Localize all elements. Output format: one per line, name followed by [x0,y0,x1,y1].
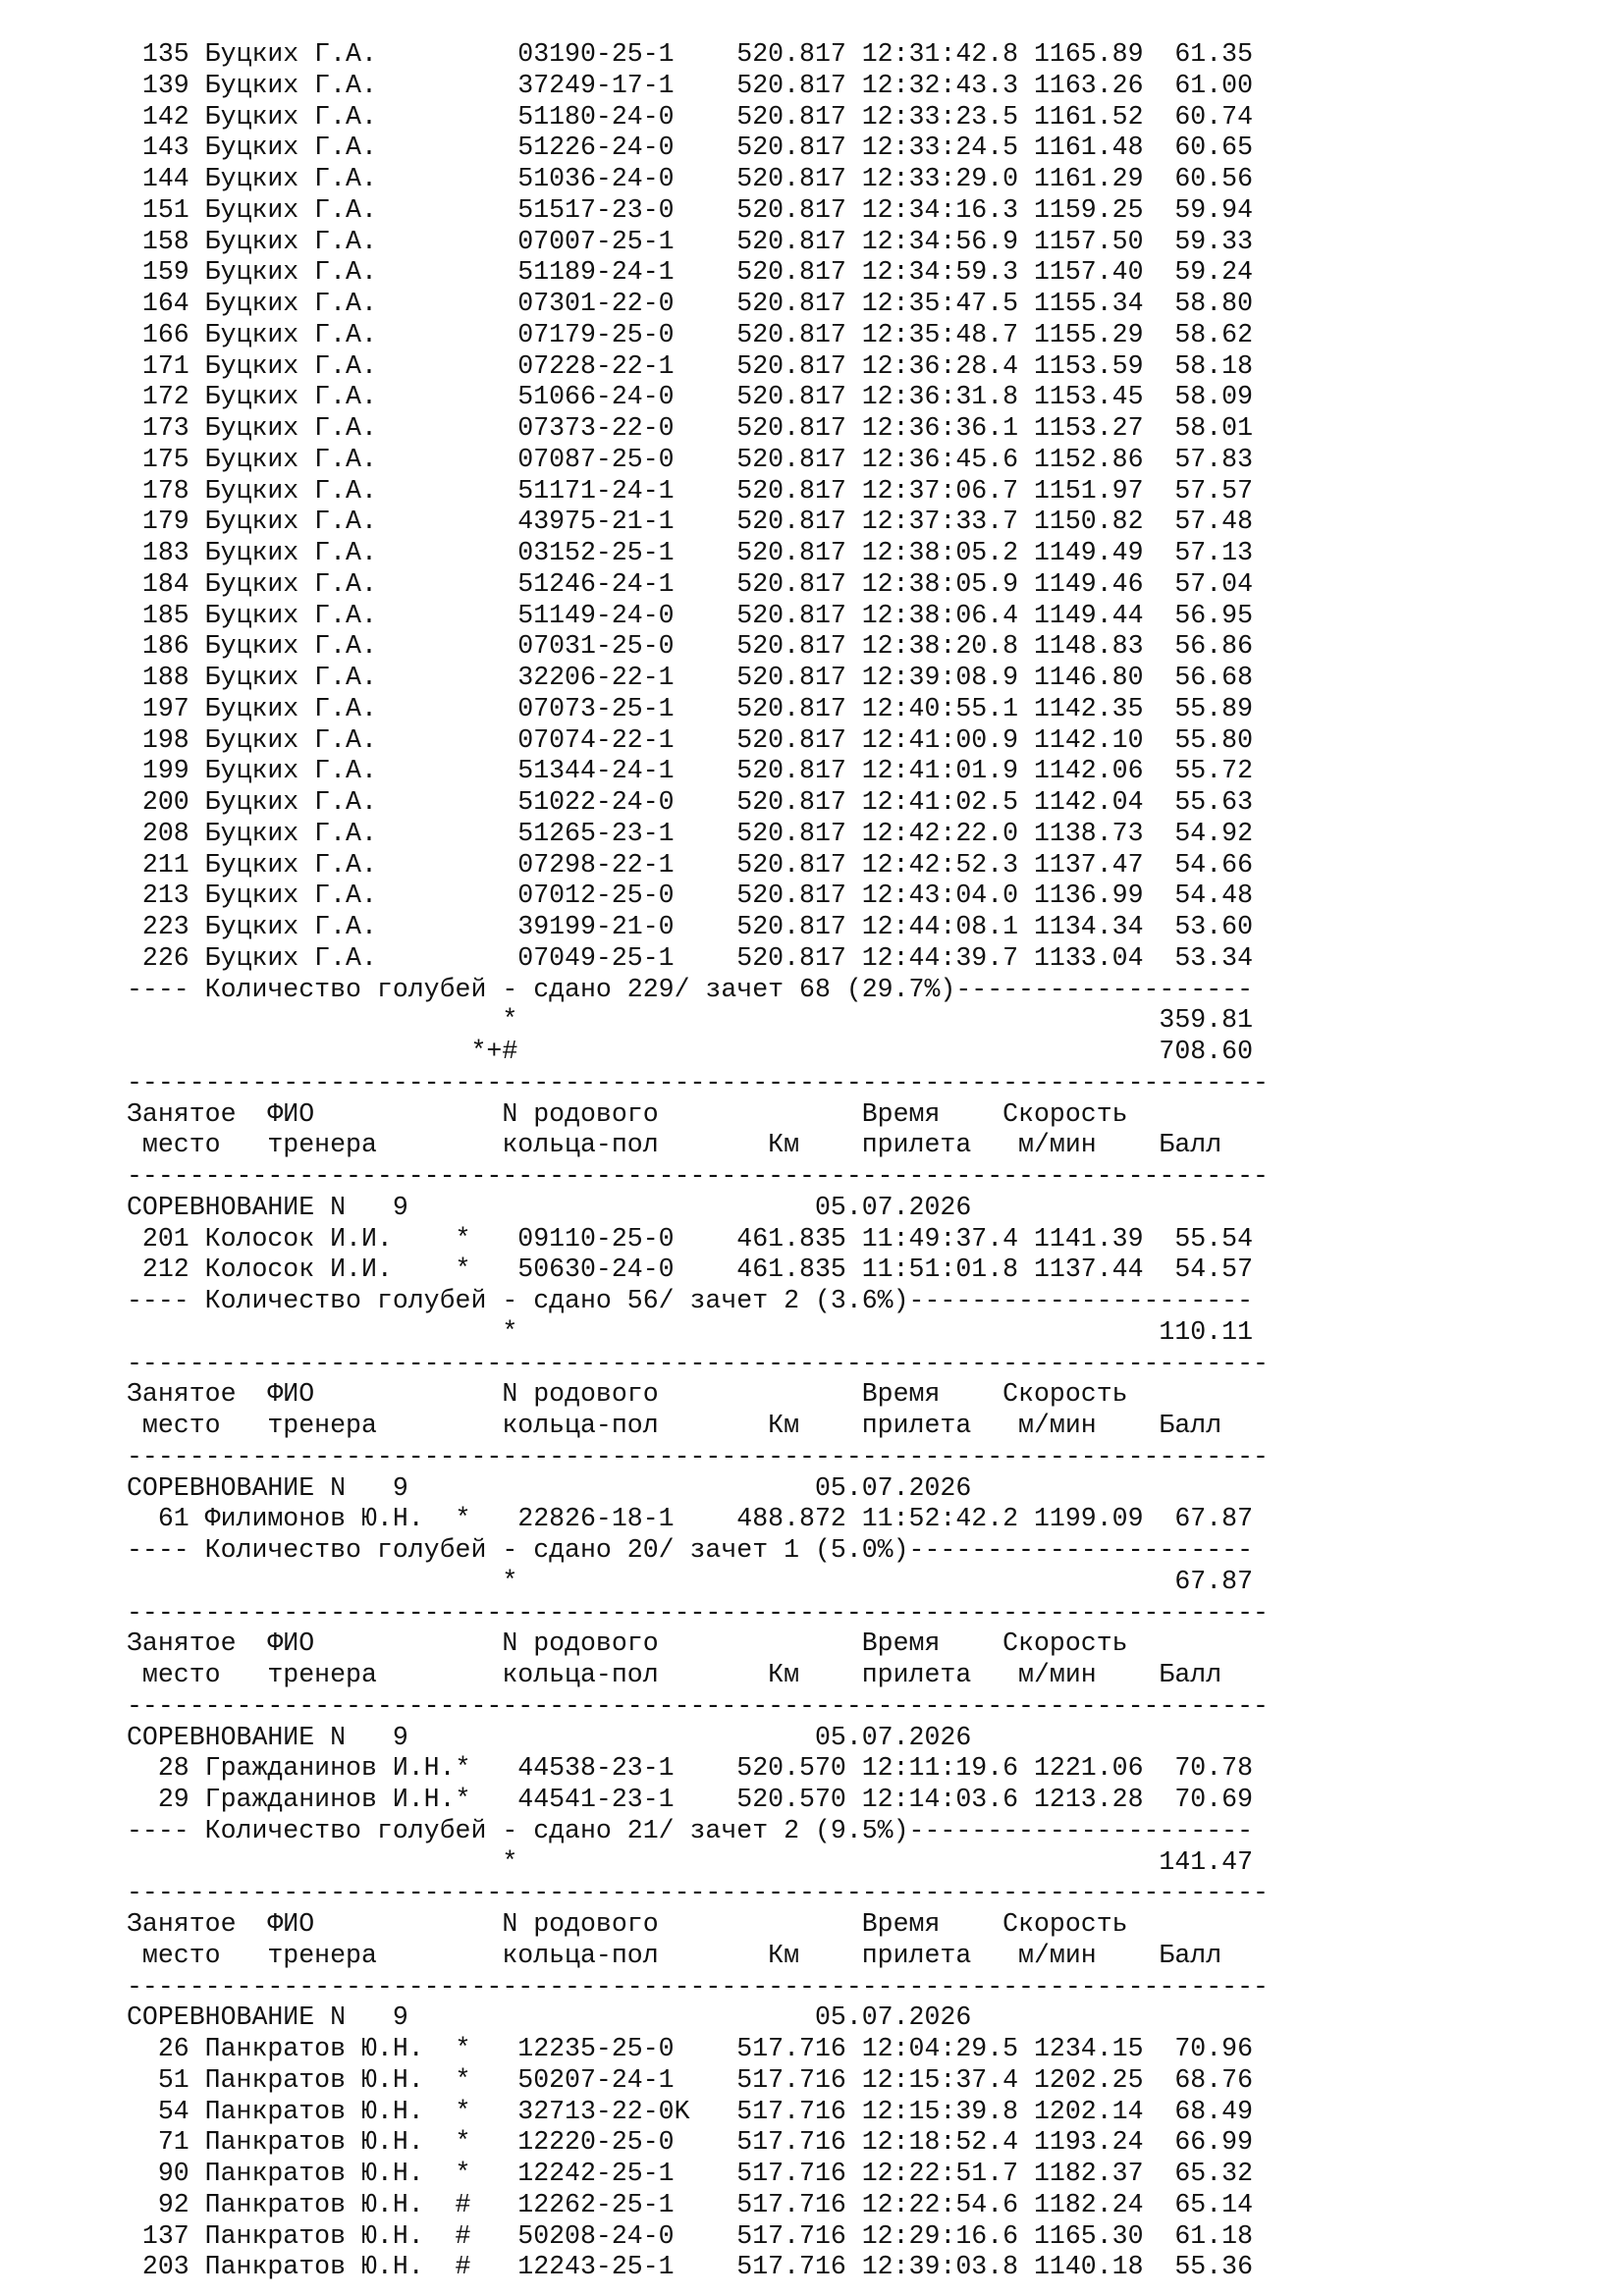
text-line: 175 Буцких Г.А. 07087-25-0 520.817 12:36:45.6 1152.86 57.83 [127,444,1254,474]
text-line: * 141.47 [127,1846,1254,1877]
text-line: 183 Буцких Г.А. 03152-25-1 520.817 12:38:05.2 1149.49 57.13 [127,538,1254,567]
text-line: 143 Буцких Г.А. 51226-24-0 520.817 12:33:24.5 1161.48 60.65 [127,133,1254,163]
text-line: ------------------------------------------------------------------------- [127,1067,1269,1097]
text-line: СОРЕВНОВАНИЕ N 9 05.07.2026 [127,1472,972,1503]
text-line: 211 Буцких Г.А. 07298-22-1 520.817 12:42:52.3 1137.47 54.66 [127,849,1254,880]
text-line: 139 Буцких Г.А. 37249-17-1 520.817 12:32:43.3 1163.26 61.00 [127,70,1254,100]
text-line: 151 Буцких Г.А. 51517-23-0 520.817 12:34:16.3 1159.25 59.94 [127,194,1254,225]
text-line: 142 Буцких Г.А. 51180-24-0 520.817 12:33:23.5 1161.52 60.74 [127,101,1254,132]
text-line: СОРЕВНОВАНИЕ N 9 05.07.2026 [127,2002,972,2033]
text-line: 198 Буцких Г.А. 07074-22-1 520.817 12:41:00.9 1142.10 55.80 [127,724,1254,755]
text-line: * 359.81 [127,1005,1254,1036]
text-line: 28 Гражданинов И.Н.* 44538-23-1 520.570 12:11:19.6 1221.06 70.78 [127,1753,1254,1784]
text-line: ------------------------------------------------------------------------- [127,1441,1269,1471]
text-line: ------------------------------------------------------------------------- [127,1597,1269,1628]
text-line: место тренера кольца-пол Км прилета м/мин Балл [127,1660,1222,1689]
text-line: ------------------------------------------------------------------------- [127,1971,1269,2002]
text-line: 197 Буцких Г.А. 07073-25-1 520.817 12:40:55.1 1142.35 55.89 [127,693,1254,723]
text-line: ---- Количество голубей - сдано 21/ зачет 2 (9.5%)---------------------- [127,1815,1254,1845]
text-line: 185 Буцких Г.А. 51149-24-0 520.817 12:38:06.4 1149.44 56.95 [127,600,1254,630]
text-line: 144 Буцких Г.А. 51036-24-0 520.817 12:33:29.0 1161.29 60.56 [127,164,1254,193]
text-line: 137 Панкратов Ю.Н. # 50208-24-0 517.716 12:29:16.6 1165.30 61.18 [127,2220,1254,2251]
text-line: 178 Буцких Г.А. 51171-24-1 520.817 12:37:06.7 1151.97 57.57 [127,475,1254,506]
text-line: 201 Колосок И.И. * 09110-25-0 461.835 11:49:37.4 1141.39 55.54 [127,1223,1254,1254]
text-line: место тренера кольца-пол Км прилета м/мин Балл [127,1411,1222,1440]
text-line: 200 Буцких Г.А. 51022-24-0 520.817 12:41:02.5 1142.04 55.63 [127,787,1254,817]
text-line: ------------------------------------------------------------------------- [127,1878,1269,1908]
text-line: 158 Буцких Г.А. 07007-25-1 520.817 12:34:56.9 1157.50 59.33 [127,226,1254,256]
text-line: место тренера кольца-пол Км прилета м/мин Балл [127,1940,1222,1970]
results-printout [127,39,1269,2283]
text-line: 212 Колосок И.И. * 50630-24-0 461.835 11:51:01.8 1137.44 54.57 [127,1255,1254,1285]
text-line: Занятое ФИО N родового Время Скорость [127,1909,1128,1939]
text-line: 51 Панкратов Ю.Н. * 50207-24-1 517.716 12:15:37.4 1202.25 68.76 [127,2064,1254,2095]
text-line: 71 Панкратов Ю.Н. * 12220-25-0 517.716 12:18:52.4 1193.24 66.99 [127,2127,1254,2158]
text-line: СОРЕВНОВАНИЕ N 9 05.07.2026 [127,1722,972,1752]
text-line: Занятое ФИО N родового Время Скорость [127,1379,1128,1410]
text-line: Занятое ФИО N родового Время Скорость [127,1629,1128,1659]
text-line: 29 Гражданинов И.Н.* 44541-23-1 520.570 12:14:03.6 1213.28 70.69 [127,1785,1254,1814]
text-line: ------------------------------------------------------------------------- [127,1690,1269,1721]
text-line: 159 Буцких Г.А. 51189-24-1 520.817 12:34:59.3 1157.40 59.24 [127,257,1254,288]
text-line: СОРЕВНОВАНИЕ N 9 05.07.2026 [127,1192,972,1222]
text-line: * 110.11 [127,1316,1254,1347]
text-line: ------------------------------------------------------------------------- [127,1161,1269,1191]
text-line: 223 Буцких Г.А. 39199-21-0 520.817 12:44:08.1 1134.34 53.60 [127,912,1254,941]
text-line: 184 Буцких Г.А. 51246-24-1 520.817 12:38:05.9 1149.46 57.04 [127,568,1254,599]
text-line: *+# 708.60 [127,1037,1254,1066]
text-line: 135 Буцких Г.А. 03190-25-1 520.817 12:31:42.8 1165.89 61.35 [127,39,1254,69]
text-line: 92 Панкратов Ю.Н. # 12262-25-1 517.716 12:22:54.6 1182.24 65.14 [127,2189,1254,2219]
text-line: Занятое ФИО N родового Время Скорость [127,1098,1128,1129]
text-line: 199 Буцких Г.А. 51344-24-1 520.817 12:41:01.9 1142.06 55.72 [127,756,1254,786]
text-line: 226 Буцких Г.А. 07049-25-1 520.817 12:44:39.7 1133.04 53.34 [127,942,1254,973]
text-line: ---- Количество голубей - сдано 56/ зачет 2 (3.6%)---------------------- [127,1286,1254,1315]
text-line: 179 Буцких Г.А. 43975-21-1 520.817 12:37:33.7 1150.82 57.48 [127,507,1254,537]
text-line: 171 Буцких Г.А. 07228-22-1 520.817 12:36:28.4 1153.59 58.18 [127,350,1254,381]
text-line: 166 Буцких Г.А. 07179-25-0 520.817 12:35:48.7 1155.29 58.62 [127,319,1254,349]
text-line: 164 Буцких Г.А. 07301-22-0 520.817 12:35:47.5 1155.34 58.80 [127,289,1254,318]
text-line: 203 Панкратов Ю.Н. # 12243-25-1 517.716 12:39:03.8 1140.18 55.36 [127,2252,1254,2282]
text-line: 186 Буцких Г.А. 07031-25-0 520.817 12:38:20.8 1148.83 56.86 [127,631,1254,662]
text-line: 26 Панкратов Ю.Н. * 12235-25-0 517.716 12:04:29.5 1234.15 70.96 [127,2034,1254,2063]
text-line: 188 Буцких Г.А. 32206-22-1 520.817 12:39:08.9 1146.80 56.68 [127,663,1254,692]
text-line: 173 Буцких Г.А. 07373-22-0 520.817 12:36:36.1 1153.27 58.01 [127,413,1254,443]
text-line: 213 Буцких Г.А. 07012-25-0 520.817 12:43:04.0 1136.99 54.48 [127,881,1254,911]
text-line: место тренера кольца-пол Км прилета м/мин Балл [127,1130,1222,1160]
text-line: 208 Буцких Г.А. 51265-23-1 520.817 12:42:22.0 1138.73 54.92 [127,818,1254,848]
text-line: 90 Панкратов Ю.Н. * 12242-25-1 517.716 12:22:51.7 1182.37 65.32 [127,2159,1254,2188]
text-line: ---- Количество голубей - сдано 20/ зачет 1 (5.0%)---------------------- [127,1535,1254,1565]
text-line: 61 Филимонов Ю.Н. * 22826-18-1 488.872 11:52:42.2 1199.09 67.87 [127,1504,1254,1534]
text-line: ---- Количество голубей - сдано 229/ зачет 68 (29.7%)------------------- [127,974,1254,1004]
text-line: * 67.87 [127,1566,1254,1596]
text-line: 172 Буцких Г.А. 51066-24-0 520.817 12:36:31.8 1153.45 58.09 [127,382,1254,412]
text-line: ------------------------------------------------------------------------- [127,1348,1269,1378]
text-line: 54 Панкратов Ю.Н. * 32713-22-0K 517.716 12:15:39.8 1202.14 68.49 [127,2096,1254,2126]
